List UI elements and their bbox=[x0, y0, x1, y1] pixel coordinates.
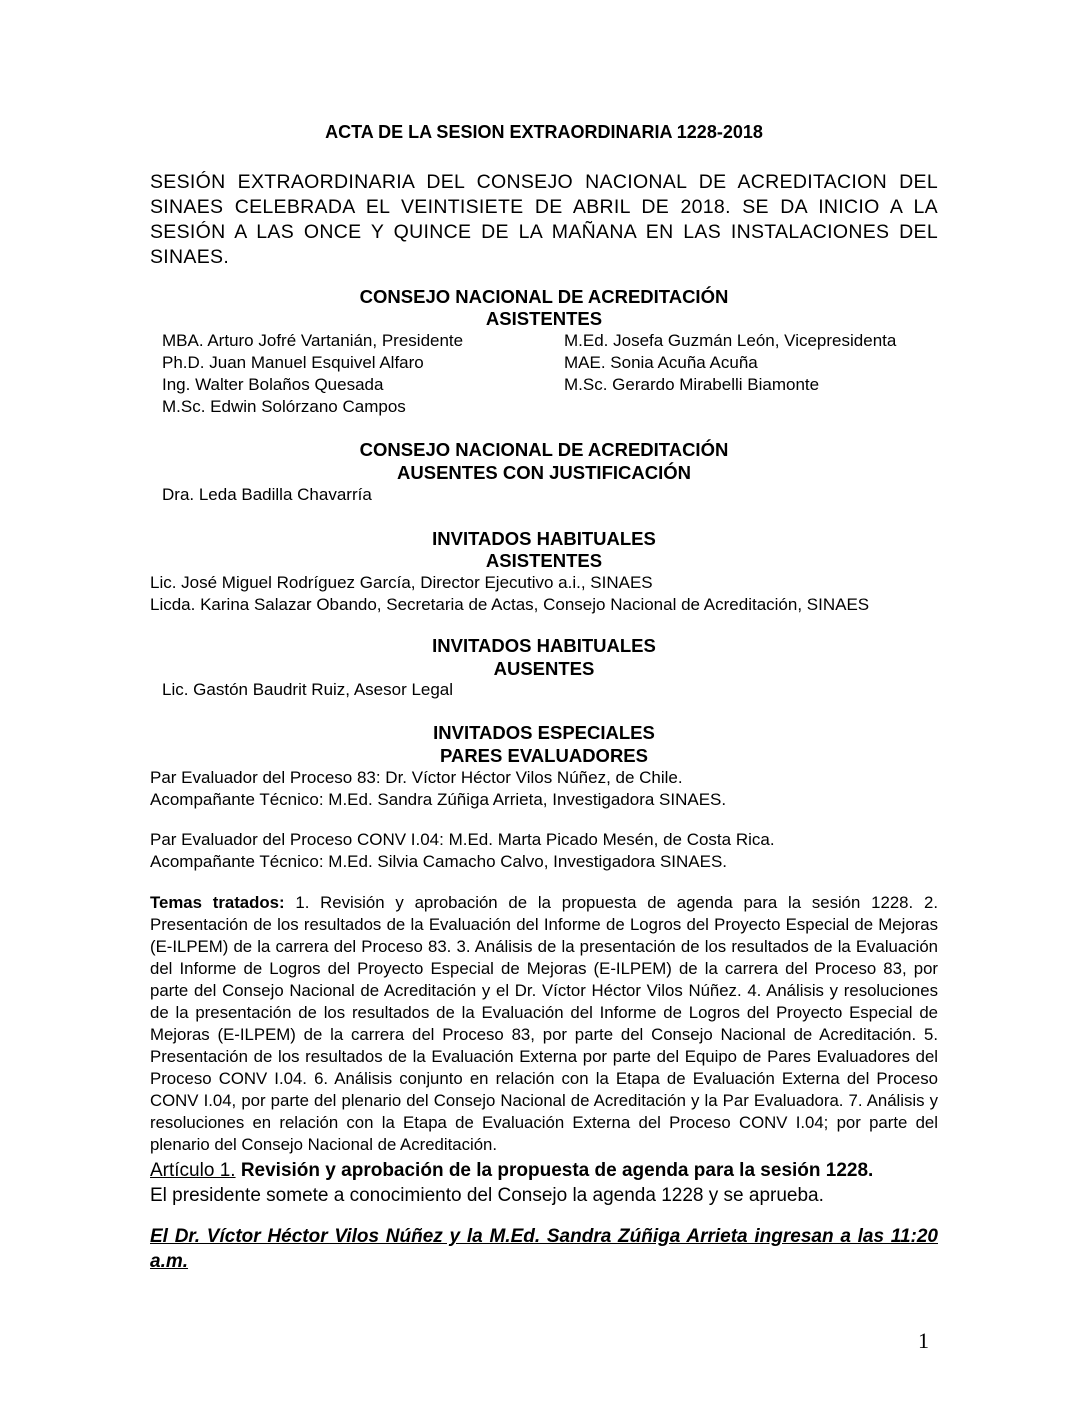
topics-label: Temas tratados: bbox=[150, 893, 285, 912]
evaluator-line: Acompañante Técnico: M.Ed. Silvia Camacho Calvo, Investigadora SINAES. bbox=[150, 852, 728, 871]
topics-text: 1. Revisión y aprobación de la propuesta de agenda para la sesión 1228. 2. Presentación de los resultados de la Evaluación del Informe de Logros del Proyecto Especial de Mejoras (E-ILPEM) de la carrera del Proceso 83. 3. Análisis de la presentación de los resultados de la Evaluación del Informe de Logros del Proyecto Especial de Mejoras (E-ILPEM) de la carrera del Proceso 83, por parte del Consejo Nacional de Acreditación y el Dr. Víctor Héctor Vilos Núñez. 4. Análisis y resoluciones de la presentación de los resultados de la Evaluación del Informe de Logros del Proyecto Especial de Mejoras (E-ILPEM) de la carrera del Proceso 83, por parte del Consejo Nacional de Acreditación. 5. Presentación de los resultados de la Evaluación Externa por parte del Equipo de Pares Evaluadores del Proceso CONV I.04. 6. Análisis conjunto en relación con la Etapa de Evaluación Externa del Proceso CONV I.04, por parte del plenario del Consejo Nacional de Acreditación y la Par Evaluadora. 7. Análisis y resoluciones en relación con la Etapa de Evaluación Externa del Proceso CONV I.04; por parte del plenario del Consejo Nacional de Acreditación. bbox=[150, 893, 938, 1154]
section-heading-consejo: CONSEJO NACIONAL DE ACREDITACIÓN bbox=[359, 439, 729, 460]
absent-member-name: Dra. Leda Badilla Chavarría bbox=[162, 485, 372, 504]
attendee-name: Ph.D. Juan Manuel Esquivel Alfaro bbox=[162, 353, 424, 372]
entry-note: El Dr. Víctor Héctor Vilos Núñez y la M.Ed. Sandra Zúñiga Arrieta ingresan a las 11:20 a.m. bbox=[150, 1226, 938, 1272]
attendee-name: Ing. Walter Bolaños Quesada bbox=[162, 375, 384, 394]
attendee-name: MBA. Arturo Jofré Vartanián, Presidente bbox=[162, 331, 464, 350]
article-heading: Revisión y aprobación de la propuesta de agenda para la sesión 1228. bbox=[235, 1160, 874, 1181]
evaluator-line: Par Evaluador del Proceso CONV I.04: M.Ed. Marta Picado Mesén, de Costa Rica. bbox=[150, 830, 775, 849]
section-subheading-ausentes: AUSENTES CON JUSTIFICACIÓN bbox=[397, 462, 691, 483]
article-label: Artículo 1. bbox=[150, 1160, 236, 1181]
section-subheading-asistentes: ASISTENTES bbox=[485, 550, 603, 571]
page-number: 1 bbox=[918, 1328, 929, 1353]
attendee-name: M.Ed. Josefa Guzmán León, Vicepresidenta bbox=[564, 331, 897, 350]
article-1 bbox=[150, 1158, 938, 1208]
section-subheading-pares-evaluadores: PARES EVALUADORES bbox=[440, 745, 648, 766]
document-title: ACTA DE LA SESION EXTRAORDINARIA 1228-2018 bbox=[325, 122, 763, 142]
section-heading-invitados-habituales: INVITADOS HABITUALES bbox=[432, 528, 656, 549]
evaluator-line: Par Evaluador del Proceso 83: Dr. Víctor Héctor Vilos Núñez, de Chile. bbox=[150, 768, 683, 787]
session-intro: SESIÓN EXTRAORDINARIA DEL CONSEJO NACIONAL DE ACREDITACION DEL SINAES CELEBRADA EL VEINTISIETE DE ABRIL DE 2018. SE DA INICIO A LA SESIÓN A LAS ONCE Y QUINCE DE LA MAÑANA EN LAS INSTALACIONES DEL SINAES. bbox=[150, 171, 938, 268]
section-heading-invitados-especiales: INVITADOS ESPECIALES bbox=[433, 722, 655, 743]
attendee-name: M.Sc. Gerardo Mirabelli Biamonte bbox=[564, 375, 820, 394]
guest-name: Lic. José Miguel Rodríguez García, Director Ejecutivo a.i., SINAES bbox=[150, 573, 653, 592]
section-subheading-asistentes: ASISTENTES bbox=[485, 308, 603, 329]
topics-paragraph bbox=[150, 892, 938, 1156]
section-heading-invitados-habituales: INVITADOS HABITUALES bbox=[432, 635, 656, 656]
article-text: El presidente somete a conocimiento del Consejo la agenda 1228 y se aprueba. bbox=[150, 1185, 824, 1206]
attendee-name: M.Sc. Edwin Solórzano Campos bbox=[162, 397, 406, 416]
attendee-name: MAE. Sonia Acuña Acuña bbox=[564, 353, 758, 372]
evaluator-line: Acompañante Técnico: M.Ed. Sandra Zúñiga Arrieta, Investigadora SINAES. bbox=[150, 790, 727, 809]
section-heading-consejo: CONSEJO NACIONAL DE ACREDITACIÓN bbox=[359, 286, 729, 307]
guest-name: Licda. Karina Salazar Obando, Secretaria de Actas, Consejo Nacional de Acreditación, SINAES bbox=[150, 595, 870, 614]
absent-guest-name: Lic. Gastón Baudrit Ruiz, Asesor Legal bbox=[162, 680, 454, 699]
section-subheading-ausentes: AUSENTES bbox=[493, 658, 595, 679]
